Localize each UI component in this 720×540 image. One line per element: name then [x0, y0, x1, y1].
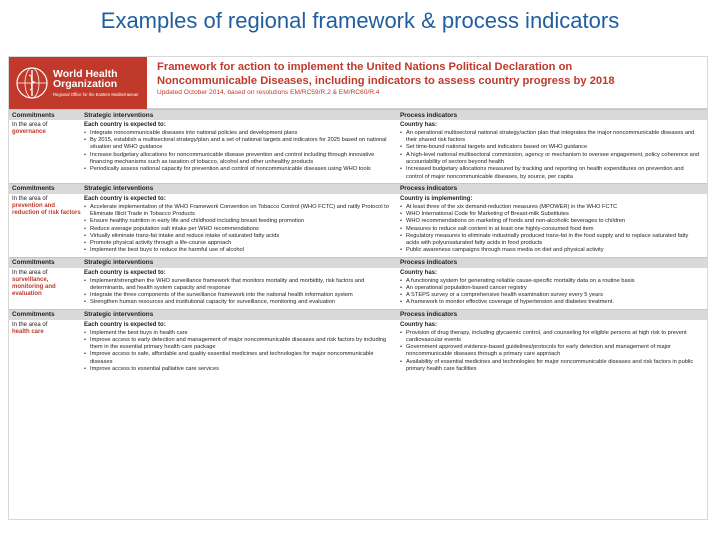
strategic-cell	[81, 322, 397, 374]
strategic-header: Strategic interventions	[84, 259, 154, 267]
process-item: • Provision of drug therapy, including glycaemic control, and counseling for eligible persons at high risk to prevent cardiovascular events	[400, 330, 701, 345]
header-title-line1: Framework for action to implement the United Nations Political Declaration on	[157, 61, 573, 73]
strategic-item: • By 2015, establish a multisectoral strategy/plan and a set of national targets and indicators for 2025 based on national situation and WHO guidance	[84, 137, 391, 152]
process-item: • WHO recommendations on marketing of foods and non-alcoholic beverages to children	[400, 218, 701, 225]
process-item: • Regulatory measures to eliminate industrially produced trans-fat in the food supply and to replace saturated fatty acids with polyunsaturated fatty acids in food products	[400, 233, 701, 248]
process-item: • A STEPS survey or a comprehensive health examination survey every 5 years	[400, 292, 701, 299]
section-header-row	[9, 109, 707, 120]
process-item: • An operational multisectoral national strategy/action plan that integrates the major noncommunicable diseases and their shared risk factors	[400, 130, 701, 145]
section-body	[9, 194, 707, 257]
strategic-lead: Each country is expected to:	[84, 195, 166, 202]
slide-title: Examples of regional framework & process indicators	[100, 8, 620, 33]
framework-section	[9, 309, 707, 376]
strategic-list	[81, 278, 397, 307]
process-lead: Country has:	[400, 122, 438, 128]
commitments-header: Commitments	[12, 311, 55, 319]
section-body	[9, 320, 707, 376]
sections-container	[9, 109, 707, 375]
area-prefix: In the area of	[12, 321, 48, 328]
strategic-list	[81, 130, 397, 174]
process-cell	[397, 322, 707, 374]
strategic-list	[81, 204, 397, 255]
section-body	[9, 120, 707, 183]
strategic-item: • Implement the best buys to reduce the harmful use of alcohol	[84, 247, 391, 254]
strategic-item: • Improve access to early detection and management of major noncommunicable diseases and risk factors by including them in the essential primary health care package	[84, 337, 391, 352]
process-item: • Increased budgetary allocations measured by tracking and reporting on health expenditures on prevention and control of major noncommunicable diseases, by source, per capita	[400, 166, 701, 181]
commitments-header: Commitments	[12, 185, 55, 193]
area-name: surveillance, monitoring and evaluation	[12, 276, 56, 298]
header-text	[147, 57, 707, 108]
process-item: • WHO International Code for Marketing of Breast-milk Substitutes	[400, 211, 701, 218]
header-updated: Updated October 2014, based on resolutions EM/RC59/R.2 & EM/RC60/R.4	[157, 89, 380, 97]
section-header-row	[9, 309, 707, 320]
process-header: Process indicators	[400, 185, 458, 193]
area-prefix: In the area of	[12, 269, 48, 276]
process-header: Process indicators	[400, 311, 458, 319]
strategic-item: • Reduce average population salt intake per WHO recommendations	[84, 226, 391, 233]
document-header	[9, 57, 707, 109]
strategic-item: • Integrate noncommunicable diseases into national policies and development plans	[84, 130, 391, 137]
section-header-row	[9, 257, 707, 268]
strategic-header: Strategic interventions	[84, 111, 154, 119]
area-prefix: In the area of	[12, 122, 48, 128]
process-list	[397, 130, 707, 181]
process-lead: Country has:	[400, 269, 438, 276]
strategic-item: • Integrate the three components of the surveillance framework into the national health information system	[84, 292, 391, 299]
area-name: health care	[12, 328, 44, 335]
process-item: • Measures to reduce salt content in at least one highly-consumed food item	[400, 226, 701, 233]
strategic-cell	[81, 122, 397, 181]
process-item: • Set time-bound national targets and indicators based on WHO guidance	[400, 144, 701, 151]
strategic-item: • Strengthen human resources and institutional capacity for surveillance, monitoring and evaluation	[84, 299, 391, 306]
commitment-cell	[9, 322, 81, 374]
section-header-row	[9, 183, 707, 194]
strategic-cell	[81, 196, 397, 255]
strategic-header: Strategic interventions	[84, 185, 154, 193]
area-name: prevention and reduction of risk factors	[12, 203, 81, 217]
framework-document	[8, 56, 708, 520]
process-lead: Country is implementing:	[400, 195, 473, 202]
strategic-item: • Periodically assess national capacity for prevention and control of noncommunicable diseases using WHO tools	[84, 166, 391, 173]
strategic-item: • Implement the best buys in health care	[84, 330, 391, 337]
framework-section	[9, 257, 707, 309]
strategic-list	[81, 330, 397, 374]
process-item: • Public awareness campaigns through mass media on diet and physical activity	[400, 247, 701, 254]
strategic-item: • Improve access to essential palliative care services	[84, 366, 391, 373]
strategic-cell	[81, 270, 397, 307]
commitments-header: Commitments	[12, 259, 55, 267]
process-cell	[397, 270, 707, 307]
area-name: governance	[12, 129, 46, 136]
framework-section	[9, 183, 707, 257]
strategic-item: • Promote physical activity through a life-course approach	[84, 240, 391, 247]
strategic-item: • Implement/strengthen the WHO surveillance framework that monitors mortality and morbidity, risk factors and determinants, and health system capacity and response	[84, 278, 391, 293]
strategic-lead: Each country is expected to:	[84, 122, 166, 128]
process-item: • A framework to monitor effective coverage of hypertension and diabetes treatment.	[400, 299, 701, 306]
process-list	[397, 278, 707, 307]
process-header: Process indicators	[400, 259, 458, 267]
process-item: • An operational population-based cancer registry	[400, 285, 701, 292]
commitment-cell	[9, 122, 81, 181]
process-list	[397, 330, 707, 374]
process-item: • A high-level national multisectoral commission, agency or mechanism to oversee engagement, policy coherence and accountability of sectors beyond health	[400, 152, 701, 167]
process-list	[397, 204, 707, 255]
strategic-item: • Ensure healthy nutrition in early life and childhood including breast feeding promotion	[84, 218, 391, 225]
area-prefix: In the area of	[12, 195, 48, 202]
who-name-line2: Organization	[53, 78, 118, 91]
who-emblem-icon	[15, 66, 49, 100]
framework-section	[9, 109, 707, 183]
who-region: Regional Office for the Eastern Mediterranean	[53, 91, 139, 97]
process-item: • At least three of the six demand-reduction measures (MPOWER) in the WHO FCTC	[400, 204, 701, 211]
header-title-line2: Noncommunicable Diseases, including indicators to assess country progress by 2018	[157, 74, 615, 87]
strategic-item: • Improve access to safe, affordable and quality essential medicines and technologies for major noncommunicable diseases	[84, 351, 391, 366]
who-name-line1: World Health	[53, 67, 118, 80]
commitment-cell	[9, 196, 81, 255]
process-header: Process indicators	[400, 111, 458, 119]
process-lead: Country has:	[400, 321, 438, 328]
strategic-item: • Virtually eliminate trans-fat intake and reduce intake of saturated fatty acids	[84, 233, 391, 240]
strategic-lead: Each country is expected to:	[84, 269, 166, 276]
commitment-cell	[9, 270, 81, 307]
strategic-item: • Accelerate implementation of the WHO Framework Convention on Tobacco Control (WHO FCTC) and ratify Protocol to Eliminate Illicit Trade in Tobacco Products	[84, 204, 391, 219]
commitments-header: Commitments	[12, 111, 55, 119]
strategic-header: Strategic interventions	[84, 311, 154, 319]
process-item: • Availability of essential medicines and technologies for major noncommunicable diseases and risk factors in public primary health care facilities	[400, 359, 701, 374]
strategic-item: • Increase budgetary allocations for noncommunicable disease prevention and control including through innovative financing mechanisms such as taxation of tobacco, alcohol and other unhealthy products	[84, 152, 391, 167]
process-item: • Government approved evidence-based guidelines/protocols for early detection and management of major noncommunicable diseases through a primary care approach	[400, 344, 701, 359]
who-logo	[9, 57, 147, 109]
process-cell	[397, 122, 707, 181]
section-body	[9, 268, 707, 309]
process-cell	[397, 196, 707, 255]
strategic-lead: Each country is expected to:	[84, 321, 166, 328]
process-item: • A functioning system for generating reliable cause-specific mortality data on a routine basis	[400, 278, 701, 285]
